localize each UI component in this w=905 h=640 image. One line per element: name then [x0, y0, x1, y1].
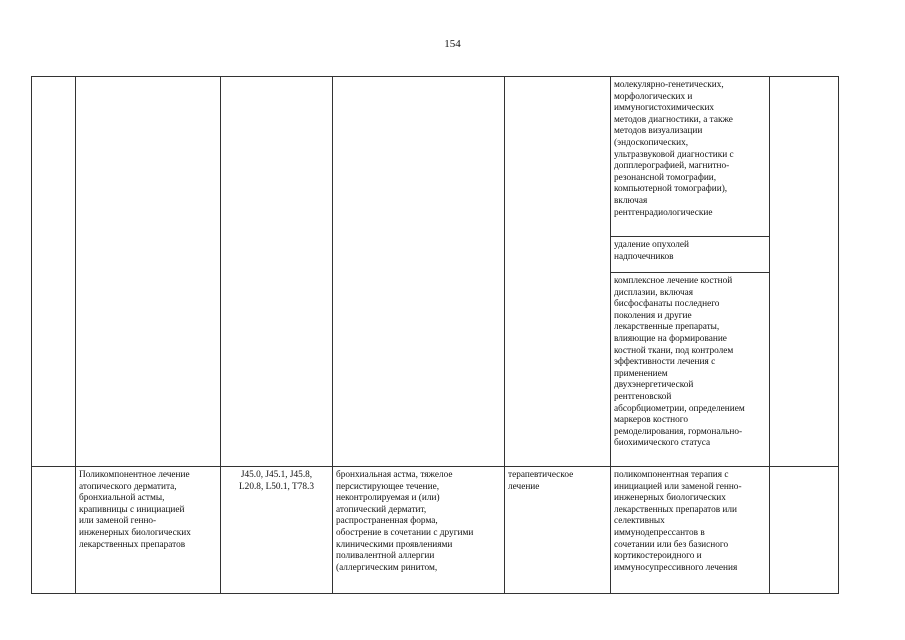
procedures-table	[31, 76, 839, 594]
cell-treatment-diagnostics: молекулярно-генетических, морфологических и иммуногистохимических методов диагностики, а также методов визуализации (эндоскопических, ультразвуковой диагностики с допплерографией, магнитно- резонансной томографии, компьютерной томографии), включая рентгенрадиологические	[611, 77, 770, 237]
table-row-continuation	[32, 77, 839, 237]
cell-codes	[221, 77, 333, 467]
cell-name: Поликомпонентное лечение атопического дерматита, бронхиальной астмы, крапивницы с инициацией или заменой генно- инженерных биологических лекарственных препаратов	[76, 467, 221, 594]
page-number: 154	[444, 38, 461, 50]
cell-treatment-adrenal: удаление опухолей надпочечников	[611, 237, 770, 273]
table-row-allergy	[32, 467, 839, 594]
cell-index	[32, 467, 76, 594]
cell-type	[505, 77, 611, 467]
cell-index	[32, 77, 76, 467]
cell-type: терапевтическое лечение	[505, 467, 611, 594]
cell-cost	[770, 77, 839, 467]
cell-codes: J45.0, J45.1, J45.8, L20.8, L50.1, T78.3	[221, 467, 333, 594]
cell-cost	[770, 467, 839, 594]
cell-method: поликомпонентная терапия с инициацией или заменой генно- инженерных биологических лекарственных препаратов или селективных иммунодепрессантов в сочетании или без базисного кортикостероидного и иммуносупрессивного лечения	[611, 467, 770, 594]
cell-model: бронхиальная астма, тяжелое персистирующее течение, неконтролируемая и (или) атопический дерматит, распространенная форма, обострение в сочетании с другими клиническими проявлениями поливалентной аллергии (аллергическим ринитом,	[333, 467, 505, 594]
cell-model	[333, 77, 505, 467]
cell-name	[76, 77, 221, 467]
cell-treatment-bone: комплексное лечение костной дисплазии, включая бисфосфанаты последнего поколения и другие лекарственные препараты, влияющие на формирование костной ткани, под контролем эффективности лечения с применением двухэнергетической рентгеновской абсорбциометрии, определением маркеров костного ремоделирования, гормонально- биохимического статуса	[611, 273, 770, 467]
